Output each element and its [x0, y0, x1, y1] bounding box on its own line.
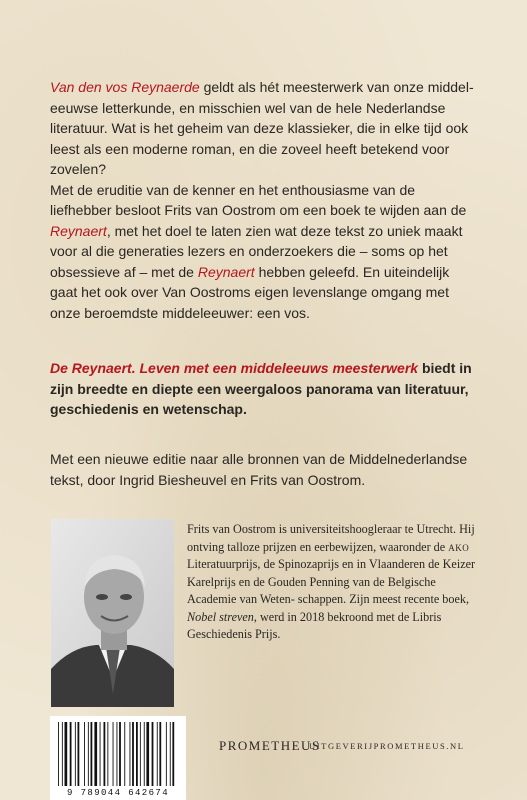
isbn-number: 9 789044 642674	[66, 788, 169, 798]
barcode-bar	[113, 722, 114, 786]
blurb-p2b: , met het doel te laten zien wat deze tekst zo uniek maakt voor al die generaties lezers en onderzoekers die – soms op het obsessieve af – met de	[50, 222, 463, 280]
bio-c: , werd in 2018 bekroond met de Libris Geschiedenis Prijs.	[187, 609, 442, 641]
barcode-bar	[144, 722, 145, 786]
bio-book-title: Nobel streven	[187, 609, 254, 624]
reynaert-term: Reynaert	[197, 263, 255, 280]
barcode-bar	[159, 722, 161, 786]
bio-a: Frits van Oostrom is universiteitshoogleraar te Utrecht. Hij ontving talloze prijzen en eerbewijzen, waaronder de	[187, 522, 475, 554]
blurb-p2c: hebben geleefd. En uiteindelijk gaat het ook over Van Oostroms eigen levenslange omgang met onze beroemdste middeleeuwer: een vos.	[50, 263, 450, 321]
barcode-bar	[104, 722, 106, 786]
barcode-bar	[146, 722, 149, 786]
highlight-book-title: De Reynaert. Leven met een middeleeuws meesterwerk	[50, 360, 419, 376]
barcode-bar	[88, 722, 89, 786]
barcode-bar	[65, 722, 68, 786]
barcode-bar	[78, 722, 80, 786]
barcode-bar	[132, 722, 134, 786]
barcode-bar	[166, 722, 167, 786]
barcode-bar	[75, 722, 76, 786]
barcode-bar	[140, 722, 141, 786]
edition-paragraph: Met een nieuwe editie naar alle bronnen van de Middelnederlandse tekst, door Ingrid Biesheuvel en Frits van Oostrom.	[50, 451, 468, 488]
barcode-bar	[84, 722, 85, 786]
barcode-bar	[157, 722, 158, 786]
barcode-bar	[100, 722, 101, 786]
bio-b: Literatuurprijs, de Spinozaprijs en in Vlaanderen de Keizer Karelprijs en de Gouden Penning van de Belgische Academie van Weten- schappen. Zijn meest recente boek,	[187, 557, 476, 606]
barcode-bar	[136, 722, 138, 786]
barcode-bar	[91, 722, 93, 786]
barcode-bar	[124, 722, 125, 786]
publisher-logo: PROMETHEUS	[219, 738, 321, 753]
barcode-bar	[58, 722, 59, 786]
barcode-bars	[56, 722, 192, 788]
barcode-bar	[62, 722, 63, 786]
publisher-url: UITGEVERIJPROMETHEUS.NL	[309, 741, 465, 751]
bio-ako: ako	[448, 539, 470, 554]
blurb-p1: geldt als hét meesterwerk van onze middel- eeuwse letterkunde, en misschien wel van de hele Nederlandse literatuur. Wat is het geheim van deze klassieker, die in elke tijd ook leest als een moderne roman, en die zoveel heeft betekend voor zovelen?	[50, 79, 474, 177]
author-photo	[51, 519, 174, 707]
barcode-bar	[152, 722, 154, 786]
author-portrait-image	[51, 519, 174, 707]
barcode-bar	[130, 722, 131, 786]
barcode-bar	[117, 722, 118, 786]
barcode-bar	[119, 722, 121, 786]
barcode-bar	[94, 722, 97, 786]
highlight-paragraph	[50, 358, 490, 420]
barcode-bar	[70, 722, 72, 786]
barcode	[50, 716, 186, 800]
blurb	[50, 77, 480, 323]
book-title-reynaerde: Van den vos Reynaerde	[50, 79, 200, 95]
blurb-p2a: Met de eruditie van de kenner en het enthousiasme van de liefhebber besloot Frits van Oostrom om een boek te wijden aan de	[50, 181, 467, 218]
highlight-rest: biedt in zijn breedte en diepte een weergaloos panorama van literatuur, geschiedenis en wetenschap.	[50, 360, 472, 417]
barcode-bar	[170, 722, 171, 786]
barcode-bar	[172, 722, 174, 786]
author-bio	[187, 521, 477, 644]
reynaert-term: Reynaert	[50, 222, 107, 239]
barcode-bar	[107, 722, 108, 786]
